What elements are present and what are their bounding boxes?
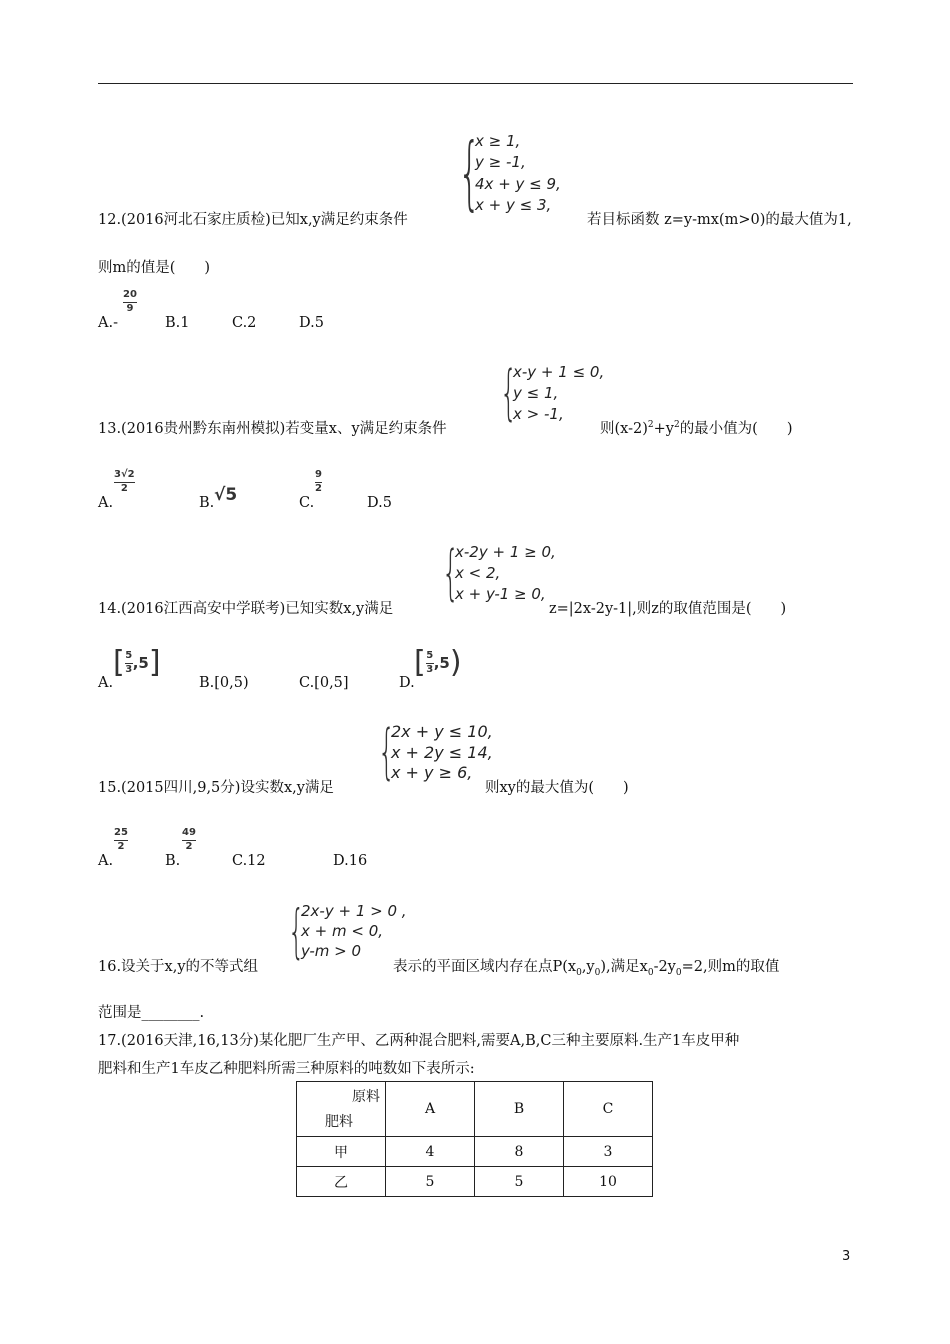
- right-bracket-icon: ]: [148, 645, 161, 680]
- text: -2y: [653, 959, 676, 975]
- subscript: 0: [675, 967, 682, 978]
- left-brace-icon: {: [442, 538, 460, 608]
- constraint: x < 2,: [455, 564, 501, 582]
- q14-option-a-interval: [113, 645, 161, 680]
- constraint: y-m > 0: [301, 942, 362, 960]
- column-header: C: [564, 1082, 653, 1137]
- left-brace-icon: {: [458, 126, 481, 219]
- table-corner-cell: [297, 1082, 386, 1137]
- fraction: [125, 651, 133, 675]
- table-cell: 3: [564, 1137, 653, 1167]
- q13-option-b: B.: [199, 495, 215, 511]
- q15-option-b: B.: [165, 853, 181, 869]
- denominator: 2: [120, 482, 128, 494]
- q12-stem: 12.(2016河北石家庄质检)已知x,y满足约束条件: [98, 212, 408, 228]
- q15-option-a-fraction: [114, 828, 128, 852]
- corner-top-label: 原料: [352, 1089, 380, 1105]
- q14-stem: 14.(2016江西高安中学联考)已知实数x,y满足: [98, 601, 394, 617]
- numerator: 20: [123, 289, 137, 300]
- q13-tail: [600, 417, 793, 438]
- numerator: 3√2: [114, 469, 135, 480]
- table-cell: 5: [386, 1167, 475, 1197]
- text: ,y: [581, 959, 595, 975]
- left-brace-icon: {: [288, 897, 305, 965]
- q13-option-d: D.5: [367, 495, 392, 511]
- numerator: 5: [426, 650, 434, 661]
- constraint: x + y ≥ 6,: [391, 763, 473, 782]
- superscript: 2: [673, 420, 680, 431]
- q13-option-c: C.: [299, 495, 315, 511]
- table-cell: 4: [386, 1137, 475, 1167]
- q14-option-a: A.: [98, 675, 114, 691]
- subscript: 0: [647, 967, 654, 978]
- text: ),满足x: [600, 959, 648, 975]
- table-row: [297, 1137, 653, 1167]
- q16-tail: [393, 955, 779, 978]
- q17-line2: 肥料和生产1车皮乙种肥料所需三种原料的吨数如下表所示:: [98, 1061, 475, 1077]
- right-paren-icon: ): [449, 645, 462, 680]
- constraint: x + y ≤ 3,: [475, 195, 552, 214]
- numerator: 9: [315, 469, 322, 480]
- left-brace-icon: {: [378, 717, 396, 787]
- numerator: 5: [125, 650, 133, 661]
- q13-option-a-fraction: [114, 470, 135, 494]
- constraint: x + 2y ≤ 14,: [391, 742, 493, 762]
- column-header: A: [386, 1082, 475, 1137]
- q14-constraint-system: [442, 538, 556, 608]
- q12-option-a-fraction: [123, 290, 137, 314]
- table-cell: 10: [564, 1167, 653, 1197]
- constraint: x-2y + 1 ≥ 0,: [455, 543, 556, 561]
- q16-stem: 16.设关于x,y的不等式组: [98, 959, 259, 975]
- q14-option-d-interval: [414, 645, 462, 680]
- denominator: 9: [126, 302, 134, 314]
- q12-option-c: C.2: [232, 315, 257, 331]
- denominator: 2: [117, 840, 125, 852]
- text: =2,则m的取值: [681, 959, 780, 975]
- constraint: y ≥ -1,: [475, 153, 526, 172]
- q16-constraint-system: [288, 897, 407, 965]
- q14-option-c: C.[0,5]: [299, 675, 349, 691]
- q15-option-d: D.16: [333, 853, 368, 869]
- table-cell: 8: [475, 1137, 564, 1167]
- left-bracket-icon: [: [113, 645, 125, 680]
- left-bracket-icon: [: [414, 645, 426, 680]
- constraint: x ≥ 1,: [475, 132, 521, 150]
- constraint: x > -1,: [513, 405, 564, 423]
- q13-option-a: A.: [98, 495, 114, 511]
- q13-stem: 13.(2016贵州黔东南州模拟)若变量x、y满足约束条件: [98, 421, 447, 437]
- text: +y: [653, 421, 674, 437]
- text: 的最小值为( ): [679, 421, 793, 437]
- q12-option-d: D.5: [299, 315, 324, 331]
- constraint: x + m < 0,: [301, 922, 384, 940]
- constraint: 4x + y ≤ 9,: [475, 174, 561, 193]
- table-cell: 5: [475, 1167, 564, 1197]
- q14-tail: z=|2x-2y-1|,则z的取值范围是( ): [549, 601, 787, 617]
- denominator: 2: [185, 840, 193, 852]
- q13-option-c-fraction: [315, 470, 322, 494]
- q12-line2: 则m的值是( ): [98, 260, 211, 276]
- q13-constraint-system: [500, 358, 605, 428]
- materials-table: [296, 1081, 653, 1197]
- numerator: 49: [182, 827, 196, 838]
- q12-option-b: B.1: [165, 315, 190, 331]
- q15-option-c: C.12: [232, 853, 266, 869]
- q17-line1: 17.(2016天津,16,13分)某化肥厂生产甲、乙两种混合肥料,需要A,B,C三种主要原料.生产1车皮甲种: [98, 1033, 740, 1049]
- q13-option-b-sqrt: √5: [214, 485, 238, 505]
- q16-line2: 范围是________.: [98, 1005, 205, 1021]
- superscript: 2: [647, 420, 654, 431]
- q15-option-a: A.: [98, 853, 114, 869]
- constraint: x-y + 1 ≤ 0,: [513, 363, 605, 381]
- text: 表示的平面区域内存在点P(x: [393, 959, 577, 975]
- q15-option-b-fraction: [182, 828, 196, 852]
- header-rule: [98, 83, 853, 84]
- q15-constraint-system: [378, 717, 493, 787]
- corner-bottom-label: 肥料: [325, 1114, 353, 1130]
- row-label: 甲: [297, 1137, 386, 1167]
- interval-rest: ,5: [132, 654, 149, 672]
- subscript: 0: [594, 967, 601, 978]
- subscript: 0: [576, 967, 582, 978]
- q12-tail: 若目标函数 z=y-mx(m>0)的最大值为1,: [587, 212, 852, 228]
- q15-stem: 15.(2015四川,9,5分)设实数x,y满足: [98, 780, 334, 796]
- interval-rest: ,5: [433, 654, 450, 672]
- q14-option-d: D.: [399, 675, 415, 691]
- text: 则(x-2): [600, 421, 648, 437]
- numerator: 25: [114, 827, 128, 838]
- q12-option-a: A.-: [98, 315, 118, 331]
- left-brace-icon: {: [500, 358, 518, 428]
- constraint: x + y-1 ≥ 0,: [455, 585, 546, 603]
- table-row: [297, 1167, 653, 1197]
- denominator: 3: [426, 663, 434, 675]
- denominator: 2: [315, 482, 322, 494]
- table-header-row: [297, 1082, 653, 1137]
- constraint: 2x-y + 1 > 0 ,: [301, 902, 407, 920]
- constraint: 2x + y ≤ 10,: [391, 722, 493, 741]
- q15-tail: 则xy的最大值为( ): [485, 780, 629, 796]
- column-header: B: [475, 1082, 564, 1137]
- q12-constraint-system: [458, 126, 561, 219]
- page-number: 3: [842, 1249, 851, 1264]
- constraint: y ≤ 1,: [513, 384, 559, 402]
- denominator: 3: [125, 663, 133, 675]
- fraction: [426, 651, 434, 675]
- q14-option-b: B.[0,5): [199, 675, 249, 691]
- row-label: 乙: [297, 1167, 386, 1197]
